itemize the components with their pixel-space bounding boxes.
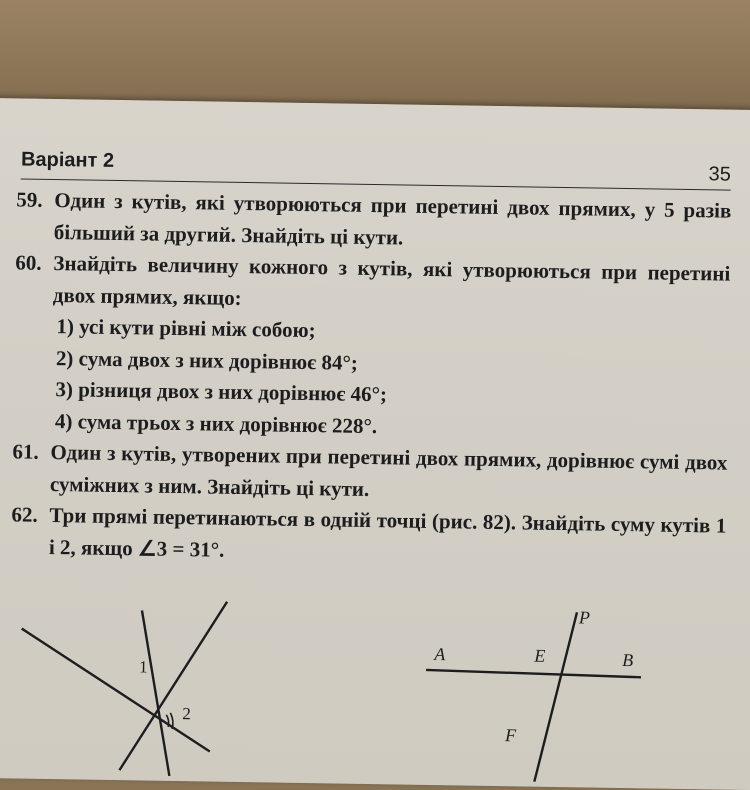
angle-label-2: 2 [182,704,192,724]
problem-60 [13,247,731,447]
problem-number: 60. [15,250,42,275]
point-label-e: E [534,645,546,666]
point-label-p: P [578,607,591,628]
book-page [0,98,750,790]
point-label-b: B [622,650,634,671]
list-item: 3) різниця двох з них дорівнює 46°; [55,377,388,407]
problem-number: 62. [11,502,38,527]
line-3 [139,610,172,775]
problem-62 [11,499,727,573]
problems-list [11,184,732,573]
problem-61 [12,436,728,510]
problem-59 [16,184,732,258]
variant-title: Варіант 2 [20,148,115,172]
line-1 [20,629,212,752]
figures-area [20,599,722,770]
point-label-a: A [434,644,446,665]
problem-text: Один з кутів, які утворюються при перетині двох прямих, у 5 разів більший за другий. Знайдіть ці кути. [53,188,732,250]
line-2 [119,600,227,772]
problem-number: 61. [12,439,39,464]
list-item: 4) сума трьох з них дорівнює 228°. [54,408,378,438]
line-ab [426,670,641,677]
problem-text: Один з кутів, утворених при перетині двох прямих, дорівнює сумі двох суміжних з ним. Знайдіть ці кути. [49,439,728,501]
page-header [21,144,731,190]
problem-number: 59. [16,187,43,212]
page-number: 35 [708,163,732,186]
line-pf [534,612,577,783]
problem-text: Три прямі перетинаються в одній точці (рис. 82). Знайдіть суму кутів 1 і 2, якщо ∠3 = 31°. [48,502,727,562]
list-item: 2) сума двох з них дорівнює 84°; [55,345,359,375]
angle-label-1: 1 [138,657,148,677]
point-label-f: F [504,725,517,746]
list-item: 1) усі кути рівні між собою; [56,314,316,343]
figure-crossing-lines [425,605,687,769]
problem-text: Знайдіть величину кожного з кутів, які утворюються при перетині двох прямих, якщо: [52,251,731,310]
figure-three-lines [20,599,282,763]
